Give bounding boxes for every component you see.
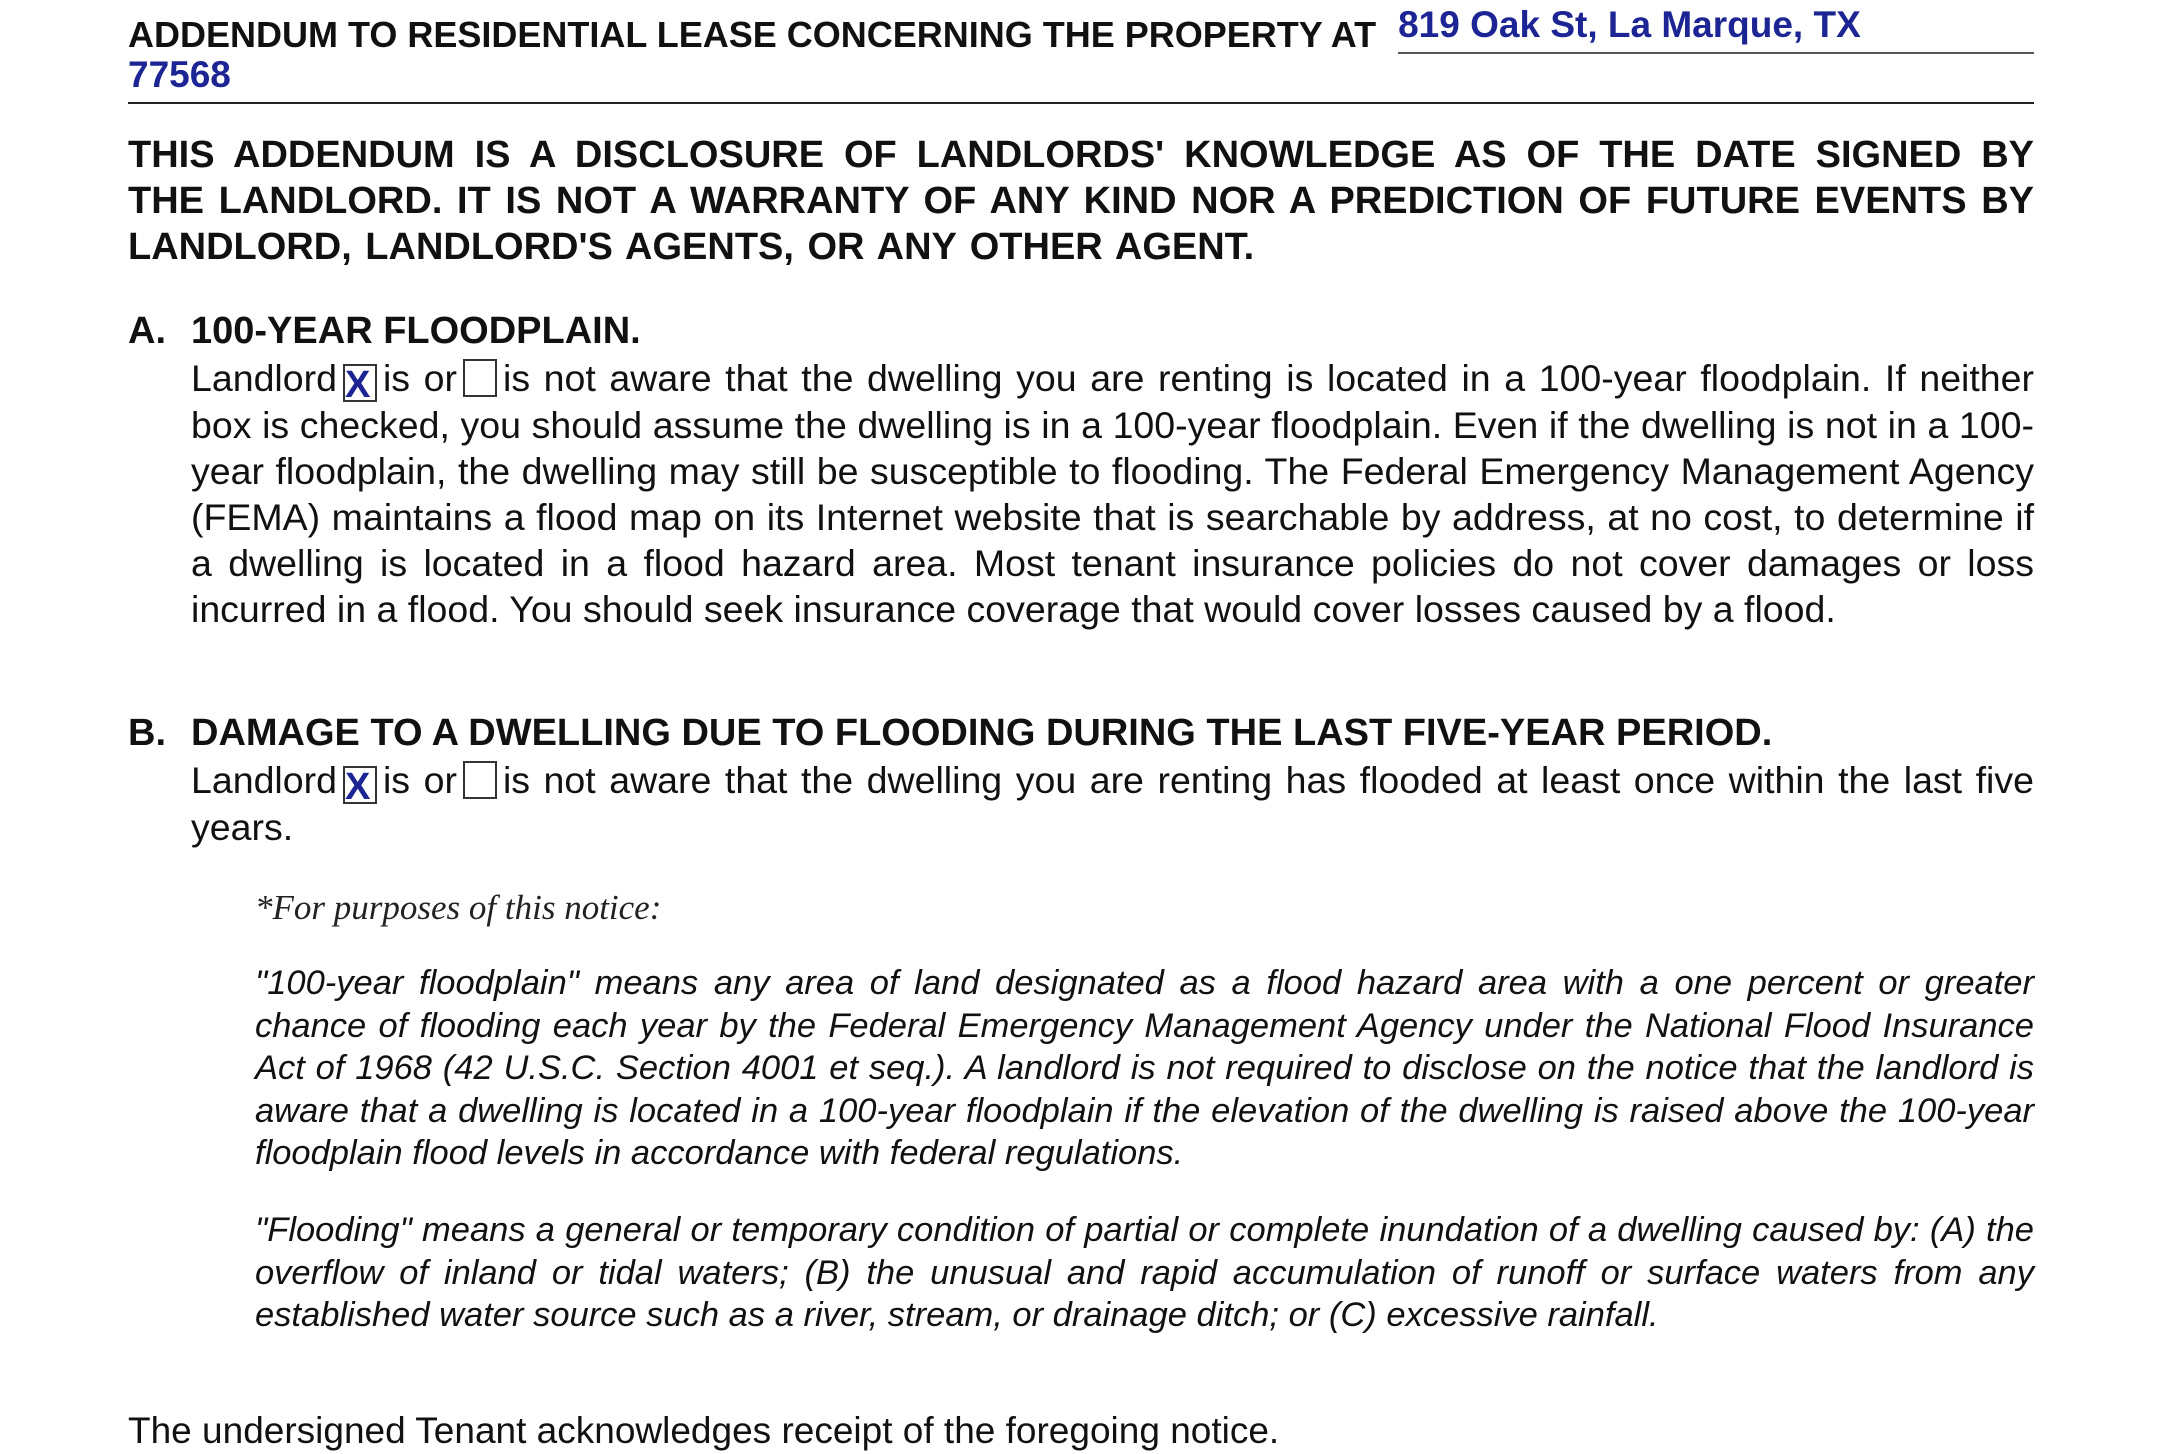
section-b-not-aware-checkbox[interactable] (463, 761, 497, 799)
section-b-is-aware-checkbox[interactable]: X (343, 766, 377, 804)
section-a-title: 100-YEAR FLOODPLAIN. (191, 310, 641, 352)
disclosure-statement: THIS ADDENDUM IS A DISCLOSURE OF LANDLORDS' KNOWLEDGE AS OF THE DATE SIGNED BY THE LANDLORD. IT IS NOT A WARRANTY OF ANY KIND NOR A PREDICTION OF FUTURE EVENTS BY LANDLORD, LANDLORD'S AGENTS, OR ANY OTHER AGENT. (128, 134, 2034, 268)
document-header (128, 4, 2034, 104)
section-a-heading (128, 308, 2034, 354)
section-b-title: DAMAGE TO A DWELLING DUE TO FLOODING DURING THE LAST FIVE-YEAR PERIOD. (191, 712, 1773, 754)
header-label: ADDENDUM TO RESIDENTIAL LEASE CONCERNING THE PROPERTY AT (128, 14, 1377, 55)
floodplain-definition: "100-year floodplain" means any area of land designated as a flood hazard area with a one percent or greater chance of flooding each year by the Federal Emergency Management Agency under the National Flood Insurance Act of 1968 (42 U.S.C. Section 4001 et seq.). A landlord is not required to disclose on the notice that the landlord is aware that a dwelling is located in a 100-year floodplain if the elevation of the dwelling is raised above the 100-year floodplain flood levels in accordance with federal regulations. (255, 964, 2034, 1172)
property-address-line2: 77568 (128, 54, 231, 95)
section-b-body (191, 757, 2034, 850)
section-b-heading (128, 710, 2034, 756)
header-line (128, 4, 2034, 56)
section-a-letter: A. (128, 310, 166, 352)
flooding-definition: "Flooding" means a general or temporary condition of partial or complete inundation of a dwelling caused by: (A) the overflow of inland or tidal waters; (B) the unusual and rapid accumulation of runoff or surface waters from any established water source such as a river, stream, or drainage ditch; or (C) excessive rainfall. (255, 1211, 2034, 1334)
property-address-field[interactable] (1398, 4, 2034, 54)
section-a-is-or-text: is or (382, 357, 457, 399)
section-a-text: is not aware that the dwelling you are renting is located in a 100-year floodplain. If neither box is checked, you should assume the dwelling is in a 100-year floodplain. Even if the dwelling is not in a 100-year floodplain, the dwelling may still be susceptible to flooding. The Federal Emergency Management Agency (FEMA) maintains a flood map on its Internet website that is searchable by address, at no cost, to determine if a dwelling is located in a flood hazard area. Most tenant insurance policies do not cover damages or loss incurred in a flood. You should seek insurance coverage that would cover losses caused by a flood. (191, 357, 2035, 630)
section-b-is-or-text: is or (382, 759, 457, 801)
section-a-is-aware-checkbox[interactable]: X (343, 364, 377, 402)
section-a-body (191, 355, 2034, 632)
property-address-line1: 819 Oak St, La Marque, TX (1398, 4, 1861, 45)
tenant-acknowledgment: The undersigned Tenant acknowledges receipt of the foregoing notice. (128, 1410, 1280, 1451)
section-b-landlord-label: Landlord (191, 759, 337, 801)
section-a-not-aware-checkbox[interactable] (463, 359, 497, 397)
section-b-letter: B. (128, 712, 166, 754)
section-a-landlord-label: Landlord (191, 357, 337, 399)
section-b-text: is not aware that the dwelling you are renting has flooded at least once within the last five years. (191, 759, 2034, 848)
notice-label: *For purposes of this notice: (255, 888, 662, 927)
